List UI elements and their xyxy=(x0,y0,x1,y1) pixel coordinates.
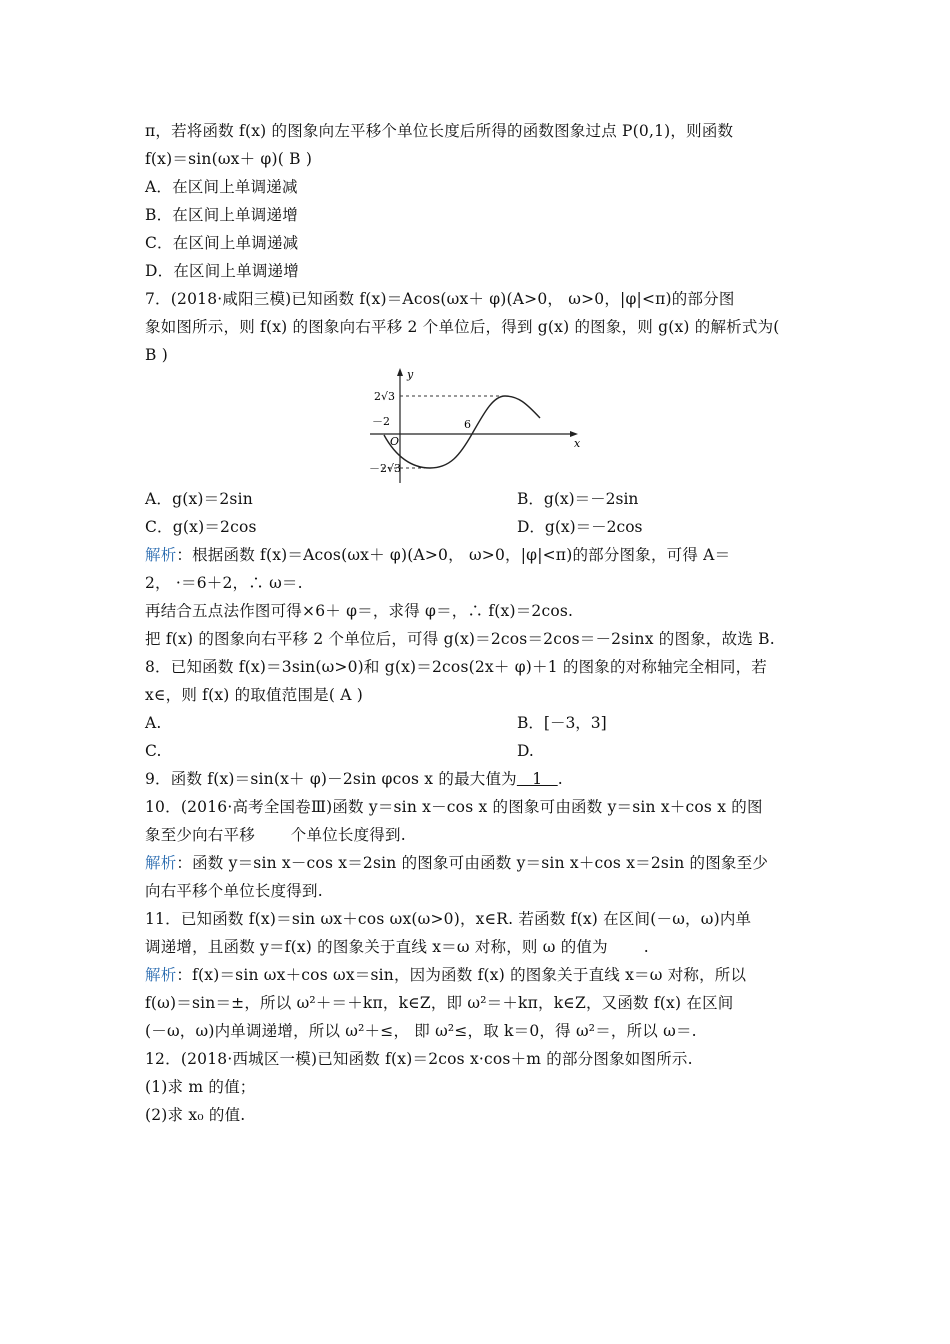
q7-solution-text1: ：根据函数 f(x)＝Acos(ωx＋ φ)(A>0， ω>0，|φ|<π)的部分图象，可得 A＝ xyxy=(176,546,731,564)
q7-text-line3: B ) xyxy=(145,346,168,364)
q11-solution-line2: f(ω)＝sin＝±，所以 ω²＋＝＋kπ，k∈Z，即 ω²＝＋kπ，k∈Z，又函数 f(x) 在区间 xyxy=(145,994,734,1012)
q6-text-line2: f(x)＝sin(ωx＋ φ)( B ) xyxy=(145,150,313,168)
q7-text-line2: 象如图所示，则 f(x) 的图象向右平移 2 个单位后，得到 g(x) 的图象，则 g(x) 的解析式为( xyxy=(145,318,780,336)
q8-option-c: C. xyxy=(145,742,162,760)
min-value-label: －2√3 xyxy=(369,462,402,475)
q6-option-a: A．在区间上单调递减 xyxy=(145,178,298,196)
solution-label: 解析 xyxy=(145,966,177,984)
q6-option-b: B．在区间上单调递增 xyxy=(145,206,298,224)
cosine-curve xyxy=(384,396,540,468)
q10-solution-line1 xyxy=(145,853,825,873)
q7-option-b: B．g(x)＝－2sin xyxy=(517,490,639,508)
q6-option-c: C．在区间上单调递减 xyxy=(145,234,299,252)
q9-answer: 1 xyxy=(516,770,558,788)
q11-solution-line1 xyxy=(145,965,825,985)
x-axis-label: x xyxy=(574,437,581,450)
q10-solution-line2: 向右平移个单位长度得到. xyxy=(145,882,323,900)
q11-text-line2: 调递增，且函数 y＝f(x) 的图象关于直线 x＝ω 对称，则 ω 的值为 . xyxy=(145,938,649,956)
q8-text-line2: x∈，则 f(x) 的取值范围是( A ) xyxy=(145,686,363,704)
q6-option-d: D．在区间上单调递增 xyxy=(145,262,299,280)
q10-solution-text1: ：函数 y＝sin x－cos x＝2sin 的图象可由函数 y＝sin x＋cos x＝2sin 的图象至少 xyxy=(176,854,769,872)
q9-question: 9．函数 f(x)＝sin(x＋ φ)－2sin φcos x 的最大值为 xyxy=(145,770,517,788)
q7-solution-line3: 再结合五点法作图可得×6＋ φ＝，求得 φ＝，∴ f(x)＝2cos. xyxy=(145,602,574,620)
solution-label: 解析 xyxy=(145,546,177,564)
q6-text-line1: π，若将函数 f(x) 的图象向左平移个单位长度后所得的函数图象过点 P(0,1)，则函数 xyxy=(145,122,734,140)
q11-solution-line3: (－ω，ω)内单调递增，所以 ω²＋≤， 即 ω²≤，取 k＝0，得 ω²＝，所以 ω＝. xyxy=(145,1022,697,1040)
q7-text-line1: 7．(2018·咸阳三模)已知函数 f(x)＝Acos(ωx＋ φ)(A>0， ω>0，|φ|<π)的部分图 xyxy=(145,290,735,308)
q7-solution-line4: 把 f(x) 的图象向右平移 2 个单位后，可得 g(x)＝2cos＝2cos＝－2sinx 的图象，故选 B. xyxy=(145,630,775,648)
q7-option-d: D．g(x)＝－2cos xyxy=(517,518,643,536)
q10-text-line2: 象至少向右平移 个单位长度得到. xyxy=(145,826,406,844)
q9-period: . xyxy=(557,770,563,788)
q12-part2: (2)求 x₀ 的值. xyxy=(145,1106,246,1124)
y-axis-label: y xyxy=(407,368,414,381)
max-value-label: 2√3 xyxy=(374,390,396,403)
q11-solution-text1: ：f(x)＝sin ωx＋cos ωx＝sin，因为函数 f(x) 的图象关于直线 x＝ω 对称，所以 xyxy=(176,966,747,984)
q8-option-b: B．[－3，3] xyxy=(517,714,607,732)
q8-option-d: D. xyxy=(517,742,534,760)
neg-two-label: －2 xyxy=(372,415,390,428)
six-label: 6 xyxy=(464,418,471,431)
q10-text-line1: 10．(2016·高考全国卷Ⅲ)函数 y＝sin x－cos x 的图象可由函数 y＝sin x＋cos x 的图 xyxy=(145,798,763,816)
y-axis-arrow-icon xyxy=(397,368,403,376)
q7-solution-line2: 2， ·＝6＋2，∴ ω＝. xyxy=(145,574,303,592)
q7-solution-line1 xyxy=(145,545,825,565)
q12-text-line1: 12．(2018·西城区一模)已知函数 f(x)＝2cos x·cos＋m 的部分图象如图所示. xyxy=(145,1050,693,1068)
q12-part1: (1)求 m 的值； xyxy=(145,1078,256,1096)
q7-function-graph xyxy=(360,365,590,487)
q8-text-line1: 8．已知函数 f(x)＝3sin(ω>0)和 g(x)＝2cos(2x＋ φ)＋1 的图象的对称轴完全相同，若 xyxy=(145,658,767,676)
origin-label: O xyxy=(390,435,400,448)
q11-text-line1: 11．已知函数 f(x)＝sin ωx＋cos ωx(ω>0)，x∈R. 若函数 f(x) 在区间(－ω，ω)内单 xyxy=(145,910,752,928)
q9-text xyxy=(145,769,825,789)
solution-label: 解析 xyxy=(145,854,177,872)
q8-option-a: A. xyxy=(145,714,162,732)
q7-option-a: A．g(x)＝2sin xyxy=(145,490,253,508)
q7-option-c: C．g(x)＝2cos xyxy=(145,518,257,536)
